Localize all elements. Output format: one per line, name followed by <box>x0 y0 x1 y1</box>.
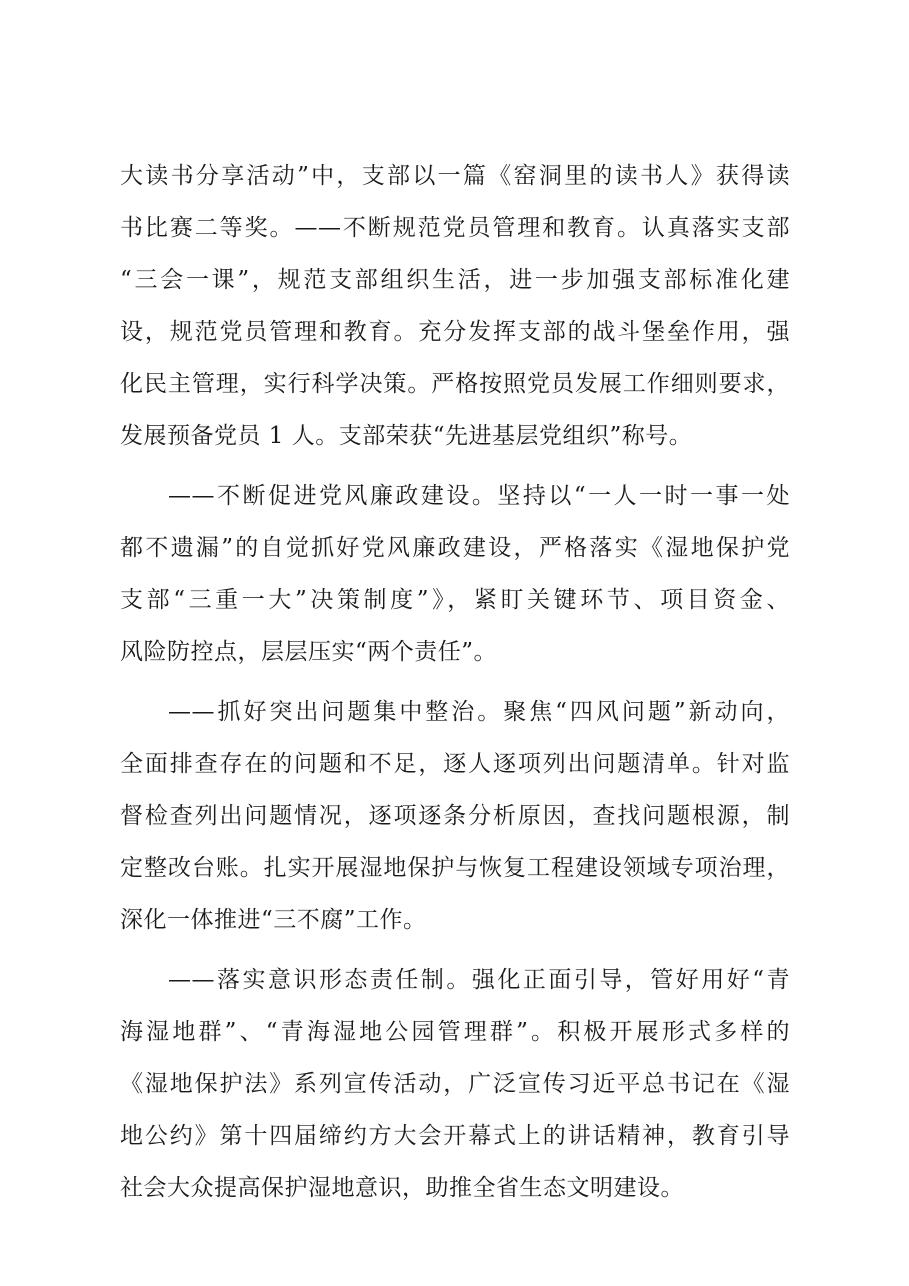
text-line: 地公约》第十四届缔约方大会开幕式上的讲话精神，教育引导 <box>120 1123 790 1149</box>
text-line: “三会一课”，规范支部组织生活，进一步加强支部标准化建 <box>120 267 790 293</box>
document-body <box>120 150 790 1214</box>
text-line: ——抓好突出问题集中整治。聚焦“四风问题”新动向， <box>168 699 790 725</box>
paragraph-integrity-building <box>120 470 790 678</box>
paragraph-gap <box>120 462 790 470</box>
text-line: 支部“三重一大”决策制度”》，紧盯关键环节、项目资金、 <box>120 587 790 613</box>
paragraph-reading-activity <box>120 150 790 462</box>
text-line: 风险防控点，层层压实“两个责任”。 <box>120 639 498 665</box>
text-line: ——不断促进党风廉政建设。坚持以“一人一时一事一处 <box>168 483 790 509</box>
text-line: 都不遗漏”的自觉抓好党风廉政建设，严格落实《湿地保护党 <box>120 535 790 561</box>
text-line: 社会大众提高保护湿地意识，助推全省生态文明建设。 <box>120 1175 684 1201</box>
paragraph-gap <box>120 678 790 686</box>
text-line: 督检查列出问题情况，逐项逐条分析原因，查找问题根源，制 <box>120 803 790 829</box>
text-line: 书比赛二等奖。——不断规范党员管理和教育。认真落实支部 <box>120 215 790 241</box>
text-line: 全面排查存在的问题和不足，逐人逐项列出问题清单。针对监 <box>120 751 790 777</box>
paragraph-ideology-responsibility <box>120 954 790 1214</box>
paragraph-gap <box>120 946 790 954</box>
text-line: 发展预备党员 1 人。支部荣获“先进基层党组织”称号。 <box>120 423 693 449</box>
text-line: 大读书分享活动”中，支部以一篇《窑洞里的读书人》获得读 <box>120 163 790 189</box>
text-line: ——落实意识形态责任制。强化正面引导，管好用好“青 <box>168 967 790 993</box>
text-line: 深化一体推进“三不腐”工作。 <box>120 907 427 933</box>
text-line: 海湿地群”、“青海湿地公园管理群”。积极开展形式多样的 <box>120 1019 790 1045</box>
paragraph-problem-rectification <box>120 686 790 946</box>
text-line: 设，规范党员管理和教育。充分发挥支部的战斗堡垒作用，强 <box>120 319 790 345</box>
text-line: 化民主管理，实行科学决策。严格按照党员发展工作细则要求， <box>120 371 790 397</box>
text-line: 定整改台账。扎实开展湿地保护与恢复工程建设领域专项治理， <box>120 855 790 881</box>
text-line: 《湿地保护法》系列宣传活动，广泛宣传习近平总书记在《湿 <box>120 1071 790 1097</box>
